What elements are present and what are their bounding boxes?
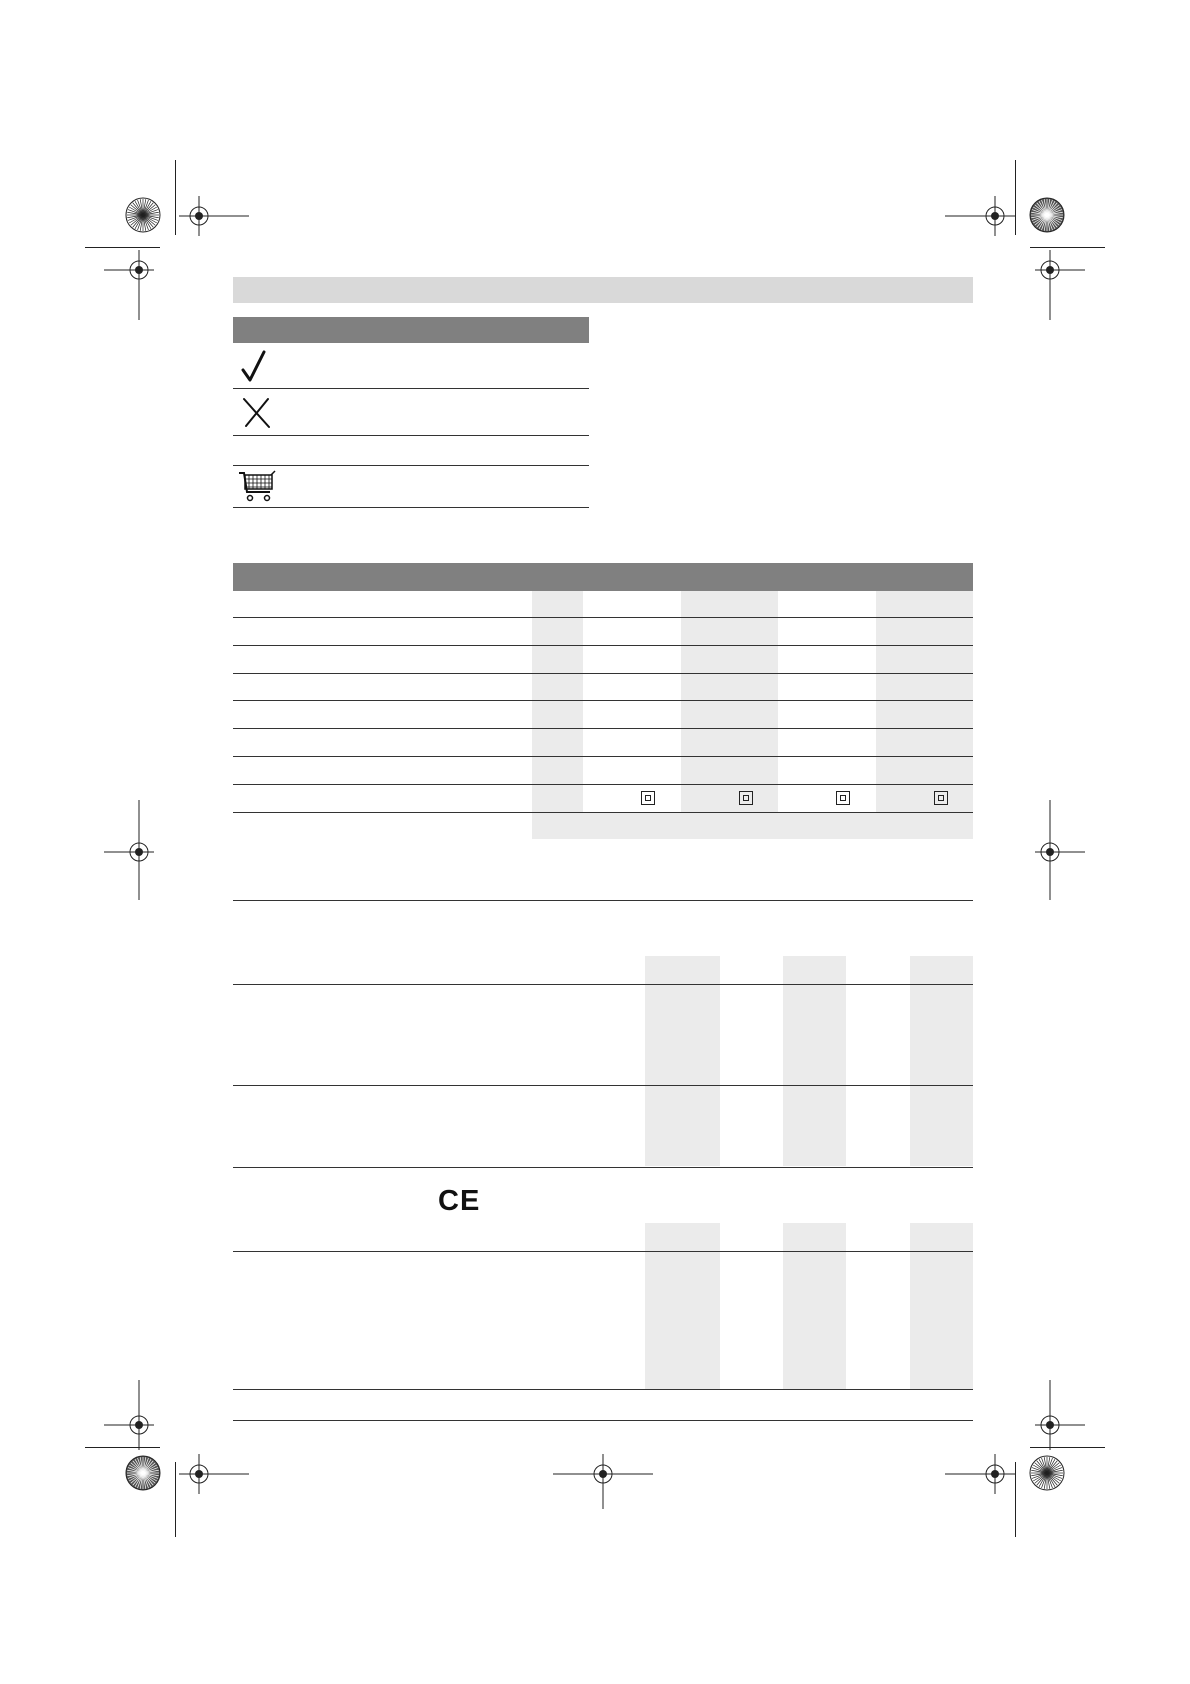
tech-table-rule	[233, 728, 973, 729]
tech-table-rule	[233, 784, 973, 785]
tech-table-footer-shade	[532, 813, 973, 839]
noise-table-col-shade	[783, 956, 846, 1166]
crosshair-target-icon	[104, 250, 154, 320]
crosshair-target-icon	[179, 196, 249, 236]
crosshair-target-icon	[104, 1380, 154, 1450]
checkmark-icon	[240, 350, 270, 385]
conformity-col-shade	[910, 1223, 973, 1389]
symbol-table-rule	[233, 435, 589, 436]
noise-table-col-shade	[910, 956, 973, 1166]
protection-class-ii-icon	[641, 791, 655, 805]
registration-star-icon	[1029, 1455, 1065, 1491]
conformity-rule	[233, 1420, 973, 1421]
noise-table-rule	[233, 984, 973, 985]
tech-table-rule	[233, 812, 973, 813]
crosshair-target-icon	[1035, 1380, 1085, 1450]
noise-table-col-shade	[645, 956, 720, 1166]
symbol-table-rule	[233, 507, 589, 508]
shopping-cart-icon	[238, 470, 276, 504]
protection-class-ii-icon	[934, 791, 948, 805]
tech-table-col-shade	[876, 591, 973, 839]
tech-table-rule	[233, 756, 973, 757]
ce-mark: CE	[438, 1185, 481, 1217]
crosshair-target-icon	[179, 1454, 249, 1494]
registration-star-icon	[125, 1455, 161, 1491]
tech-table-rule	[233, 700, 973, 701]
crosshair-target-icon	[553, 1454, 653, 1509]
crosshair-target-icon	[1035, 250, 1085, 320]
noise-table-rule	[233, 1085, 973, 1086]
crosshair-target-icon	[945, 1454, 1015, 1494]
tech-table-header	[233, 563, 973, 591]
conformity-rule	[233, 1389, 973, 1390]
tech-table-rule	[233, 673, 973, 674]
page-header-bar	[233, 277, 973, 303]
crosshair-target-icon	[104, 800, 154, 900]
symbol-table-rule	[233, 465, 589, 466]
tech-table-rule	[233, 645, 973, 646]
noise-table-rule	[233, 1167, 973, 1168]
symbol-table-header	[233, 317, 589, 343]
conformity-rule	[233, 1251, 973, 1252]
conformity-col-shade	[645, 1223, 720, 1389]
protection-class-ii-icon	[739, 791, 753, 805]
registration-star-icon	[1029, 197, 1065, 233]
registration-star-icon	[125, 197, 161, 233]
crosshair-target-icon	[1035, 800, 1085, 900]
tech-table-col-shade	[532, 591, 583, 839]
conformity-col-shade	[783, 1223, 846, 1389]
tech-table-col-shade	[681, 591, 778, 839]
tech-table-bottom-rule	[233, 900, 973, 901]
symbol-table-rule	[233, 388, 589, 389]
tech-table-rule	[233, 617, 973, 618]
crosshair-target-icon	[945, 196, 1015, 236]
protection-class-ii-icon	[836, 791, 850, 805]
cross-icon	[242, 397, 272, 429]
